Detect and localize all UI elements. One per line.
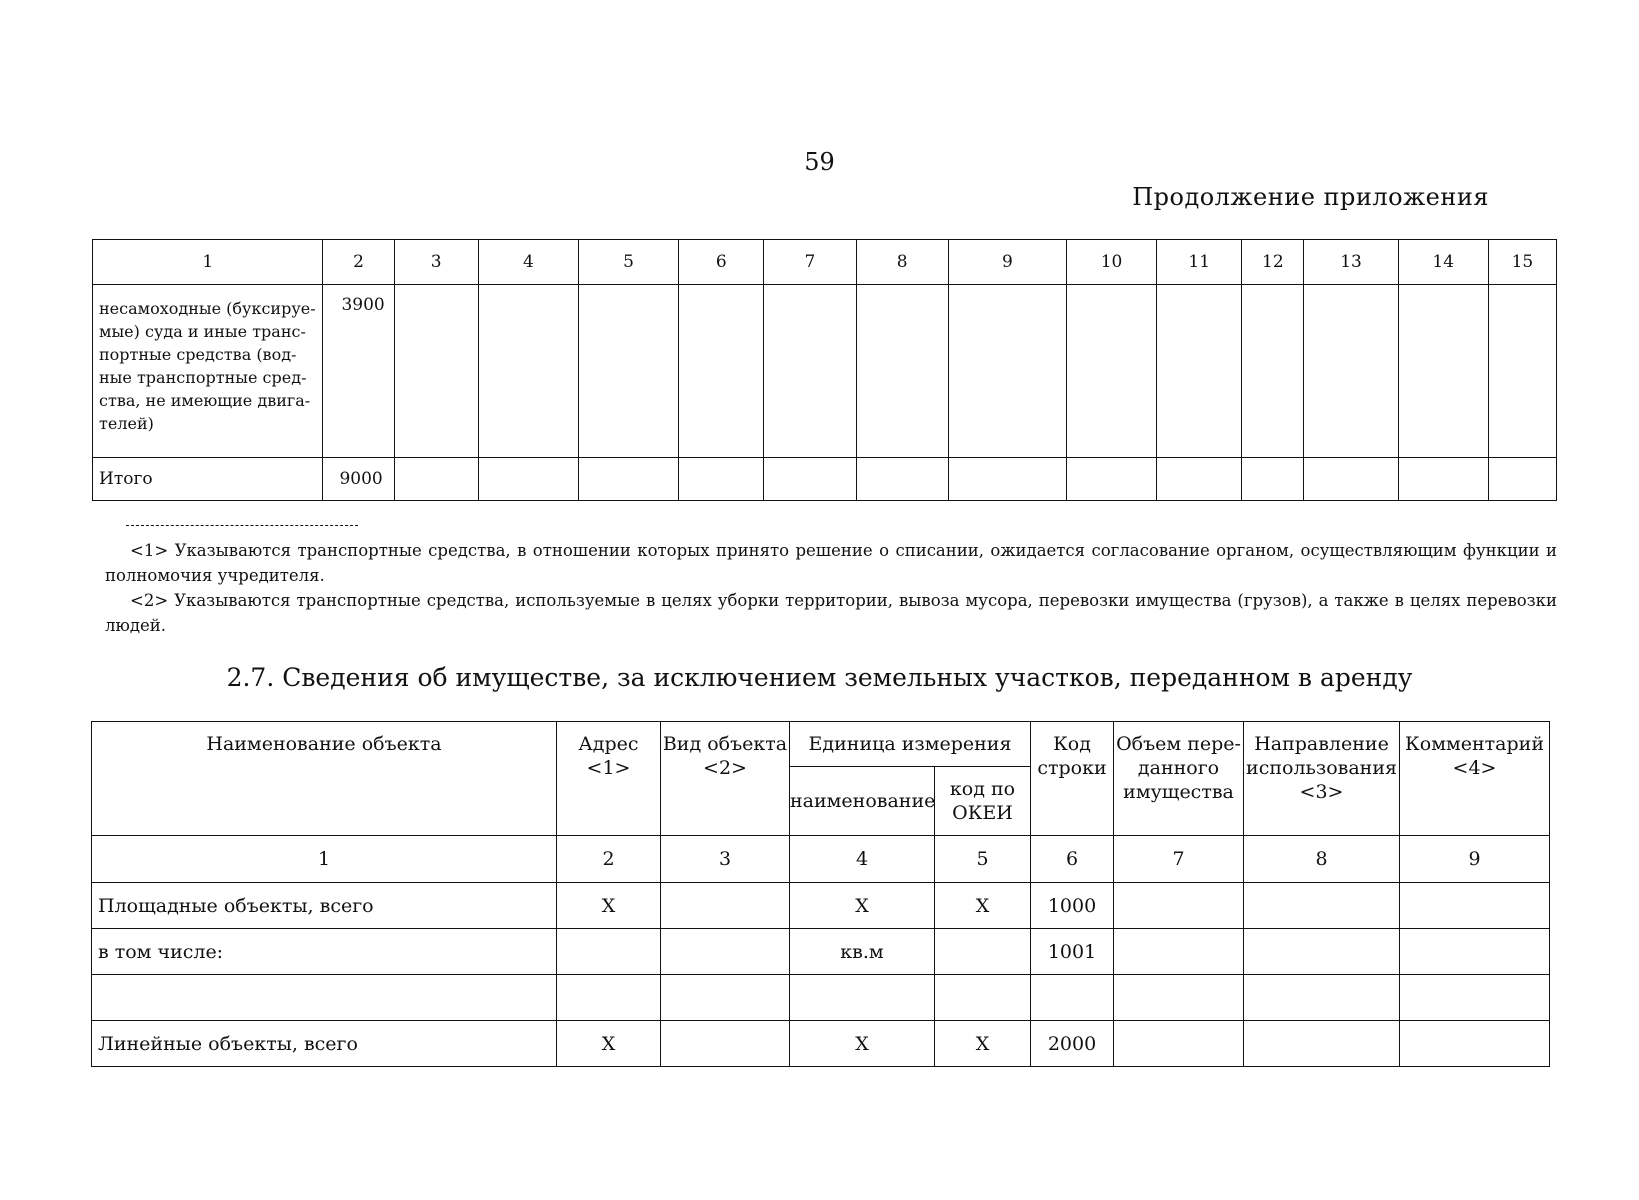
empty-cell [1242,458,1304,501]
row-object-type [661,975,790,1021]
transport-table [92,239,1557,501]
table-row-total [93,458,1557,501]
row-direction [1244,975,1400,1021]
row-direction [1244,1021,1400,1067]
empty-cell [1304,458,1398,501]
empty-cell [578,285,678,458]
footnote-2: <2> Указываются транспортные средства, используемые в целях уборки территории, вывоза мусора, перевозки имущества (грузов), а также в целях перевозки людей. [105,591,1557,635]
column-number: 1 [92,836,557,883]
row-object-type [661,929,790,975]
row-object-type [661,1021,790,1067]
column-number-row [93,240,1557,285]
row-line-code: 1000 [1031,883,1114,929]
empty-cell [764,285,856,458]
header-direction: Направление использования <3> [1244,722,1400,836]
column-number: 12 [1242,240,1304,285]
empty-cell [1242,285,1304,458]
header-address: Адрес <1> [557,722,661,836]
empty-cell [679,285,764,458]
row-line-code: 2000 [1031,1021,1114,1067]
column-number: 9 [1400,836,1550,883]
empty-cell [948,285,1066,458]
column-number: 6 [679,240,764,285]
table-row [92,929,1550,975]
column-number: 1 [93,240,323,285]
empty-cell [478,285,578,458]
row-unit-name [790,975,935,1021]
column-number: 8 [1244,836,1400,883]
column-number: 3 [394,240,478,285]
column-number: 15 [1488,240,1556,285]
header-line-code: Код строки [1031,722,1114,836]
empty-cell [679,458,764,501]
empty-cell [1157,285,1242,458]
empty-cell [1488,285,1556,458]
row-code: 3900 [323,285,394,458]
row-unit-code: X [935,1021,1031,1067]
column-number: 5 [935,836,1031,883]
row-comment [1400,975,1550,1021]
empty-cell [1488,458,1556,501]
column-number: 3 [661,836,790,883]
row-name: Итого [93,458,323,501]
empty-cell [1157,458,1242,501]
column-number: 2 [323,240,394,285]
row-name: Линейные объекты, всего [92,1021,557,1067]
header-comment: Комментарий <4> [1400,722,1550,836]
header-row [92,722,1550,767]
row-address [557,929,661,975]
row-direction [1244,883,1400,929]
column-number: 8 [856,240,948,285]
row-volume [1114,1021,1244,1067]
empty-cell [948,458,1066,501]
empty-cell [1398,458,1488,501]
row-address: X [557,883,661,929]
page-number: 59 [804,148,835,176]
row-unit-code [935,929,1031,975]
column-number: 9 [948,240,1066,285]
footnote-1: <1> Указываются транспортные средства, в отношении которых принято решение о списании, ожидается согласование органом, осуществляющим функции и полномочия учредителя. [105,541,1557,585]
header-name: Наименование объекта [92,722,557,836]
row-name: в том числе: [92,929,557,975]
footnotes [105,538,1557,638]
row-unit-code [935,975,1031,1021]
row-code: 9000 [323,458,394,501]
row-comment [1400,1021,1550,1067]
empty-cell [1304,285,1398,458]
footnote-divider [126,525,358,526]
row-address: X [557,1021,661,1067]
column-number: 14 [1398,240,1488,285]
row-line-code: 1001 [1031,929,1114,975]
column-number: 7 [764,240,856,285]
empty-cell [856,458,948,501]
leased-property-table [91,721,1550,1067]
empty-cell [478,458,578,501]
header-volume: Объем пере-данного имущества [1114,722,1244,836]
row-unit-name: X [790,1021,935,1067]
section-title: 2.7. Сведения об имуществе, за исключением земельных участков, переданном в аренду [226,663,1413,692]
empty-cell [394,285,478,458]
empty-cell [856,285,948,458]
header-unit-code: код по ОКЕИ [935,767,1031,836]
empty-cell [1066,285,1156,458]
empty-cell [578,458,678,501]
row-address [557,975,661,1021]
empty-cell [394,458,478,501]
table-row [92,883,1550,929]
row-comment [1400,929,1550,975]
row-unit-name: кв.м [790,929,935,975]
column-number: 11 [1157,240,1242,285]
empty-cell [1398,285,1488,458]
column-number: 7 [1114,836,1244,883]
column-number: 5 [578,240,678,285]
row-volume [1114,929,1244,975]
column-number: 4 [790,836,935,883]
empty-cell [764,458,856,501]
table-row [92,975,1550,1021]
header-unit: Единица измерения [790,722,1031,767]
row-unit-code: X [935,883,1031,929]
column-number: 6 [1031,836,1114,883]
continuation-label: Продолжение приложения [1132,183,1489,211]
column-number-row [92,836,1550,883]
row-name: Площадные объекты, всего [92,883,557,929]
column-number: 13 [1304,240,1398,285]
row-volume [1114,883,1244,929]
row-volume [1114,975,1244,1021]
empty-cell [1066,458,1156,501]
row-direction [1244,929,1400,975]
row-comment [1400,883,1550,929]
column-number: 10 [1066,240,1156,285]
column-number: 4 [478,240,578,285]
table-row [92,1021,1550,1067]
table-row [93,285,1557,458]
column-number: 2 [557,836,661,883]
row-line-code [1031,975,1114,1021]
row-object-type [661,883,790,929]
header-unit-name: наименование [790,767,935,836]
row-name [92,975,557,1021]
row-unit-name: X [790,883,935,929]
header-object-type: Вид объекта <2> [661,722,790,836]
row-name: несамоходные (буксируе-мые) суда и иные транс-портные средства (вод-ные транспортные сред-ства, не имеющие двига-телей) [93,285,323,458]
